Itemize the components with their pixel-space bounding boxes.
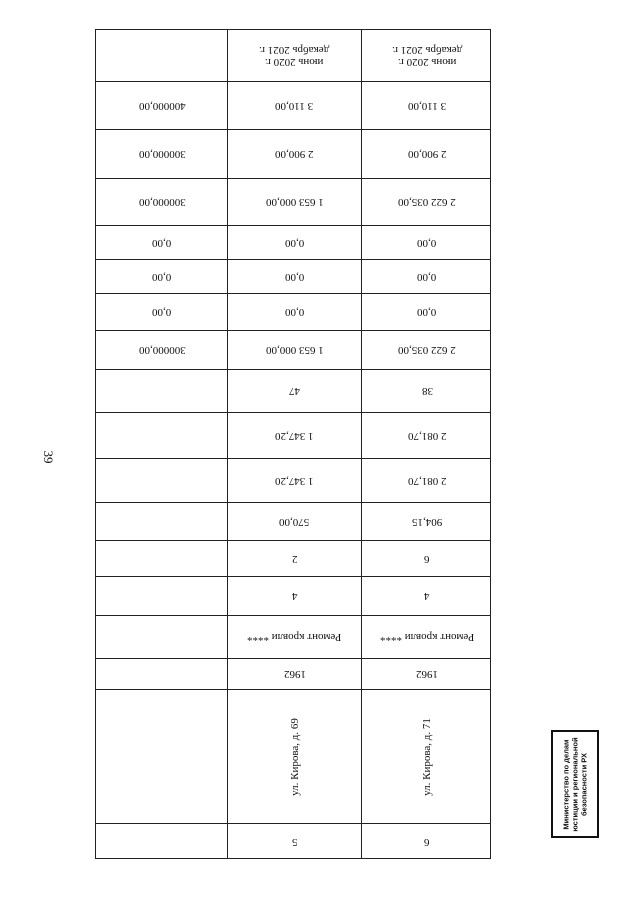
table-cell (97, 616, 227, 658)
table-cell (97, 31, 227, 81)
table-cell (228, 294, 361, 330)
table-cell (362, 824, 492, 860)
table-cell (362, 690, 492, 823)
table-cell-text: 0,00 (284, 236, 305, 249)
table-cell-text: 38 (421, 385, 433, 397)
table-cell-text: 0,00 (284, 270, 305, 283)
table-cell-text: 0,00 (417, 270, 437, 283)
table-cell (228, 413, 361, 458)
table-cell-text: 0,00 (152, 306, 172, 318)
table-cell (228, 459, 361, 502)
table-cell (228, 82, 361, 129)
table-cell (362, 294, 492, 330)
table-cell-text: 1 653 000,00 (265, 344, 324, 356)
table-cell (228, 226, 361, 259)
table-cell (97, 459, 227, 502)
table-cell-text: 4 (424, 590, 430, 602)
table-cell-text: 0,00 (417, 236, 437, 249)
table-cell-text: 300000,00 (138, 344, 186, 356)
table-cell (362, 260, 492, 293)
table-cell (97, 690, 227, 823)
table-cell (97, 179, 227, 225)
table-cell-text: 0,00 (284, 306, 305, 318)
table-cell (228, 824, 361, 860)
table-cell (97, 577, 227, 615)
table-cell-text: 2 622 035,00 (398, 344, 456, 356)
table-cell-text: ул. Кирова, д. 71 (420, 717, 433, 796)
table-cell (228, 331, 361, 369)
table-cell (362, 130, 492, 178)
table-cell-text: ул. Кирова, д. 69 (288, 717, 301, 796)
table-cell (228, 370, 361, 412)
table-cell-text: 0,00 (152, 236, 172, 249)
table-cell (97, 413, 227, 458)
table-cell-text: 300000,00 (138, 196, 186, 208)
table-cell-text: 47 (289, 385, 300, 397)
table-cell-text: 3 110,00 (275, 99, 314, 112)
table-cell-text: 904,15 (411, 515, 443, 528)
table-cell-text: 1 347,20 (275, 474, 314, 487)
table-cell-text: 1962 (283, 668, 306, 680)
table-cell-text: 2 622 035,00 (398, 196, 456, 208)
table-cell (97, 541, 227, 576)
table-cell (362, 331, 492, 369)
table-cell-text: 6 (424, 552, 430, 565)
table-cell-text: 5 (291, 836, 298, 848)
table-cell (362, 370, 492, 412)
table-cell (228, 179, 361, 225)
table-cell (228, 690, 361, 823)
table-cell-text: 2 081,70 (407, 474, 447, 487)
table-cell-text: Ремонт кровли **** (247, 631, 342, 643)
table-cell (228, 130, 361, 178)
table-cell (228, 503, 361, 540)
table-cell (97, 659, 227, 689)
table-cell (97, 331, 227, 369)
table-cell (362, 413, 492, 458)
table-cell-text: 400000,00 (138, 99, 186, 112)
table-cell-text: 2 900,00 (275, 148, 314, 160)
table-cell-text: Ремонт кровли **** (379, 631, 475, 643)
table-cell (362, 82, 492, 129)
table-cell-text: 0,00 (417, 306, 437, 318)
table-cell-text: 570,00 (279, 515, 310, 528)
table-cell (362, 616, 492, 658)
table-cell (97, 370, 227, 412)
table-cell (228, 616, 361, 658)
table-cell-text: 1 653 000,00 (265, 196, 324, 208)
table-cell-text: 3 110,00 (407, 99, 447, 112)
ministry-stamp: Министерство по делам юстиции и региональной безопасности РХ (551, 730, 599, 838)
table-cell (362, 226, 492, 259)
table-cell-text: июнь 2020 г. декабрь 2021 г. (391, 44, 463, 68)
table-cell-text: 4 (291, 590, 298, 602)
table-cell-text: 1962 (416, 668, 438, 680)
table-cell-text: июнь 2020 г. декабрь 2021 г. (259, 44, 330, 68)
table-cell (97, 294, 227, 330)
table-cell (97, 824, 227, 860)
table-cell-text: 6 (424, 836, 430, 848)
table-cell (97, 82, 227, 129)
page-number: 39 (41, 450, 56, 464)
table-cell (362, 459, 492, 502)
table-cell-text: 300000,00 (138, 148, 186, 160)
table-cell (362, 31, 492, 81)
table-cell-text: 2 900,00 (407, 148, 447, 160)
table-cell-text: 0,00 (152, 270, 172, 283)
table-cell (228, 541, 361, 576)
table-cell (228, 659, 361, 689)
table-cell (362, 541, 492, 576)
table-cell (228, 577, 361, 615)
table-cell (97, 260, 227, 293)
table-cell-text: 2 081,70 (407, 429, 447, 442)
table-cell (97, 130, 227, 178)
table-cell (97, 503, 227, 540)
table-cell (362, 577, 492, 615)
table-cell (362, 179, 492, 225)
table-cell (228, 260, 361, 293)
table-cell (97, 226, 227, 259)
table-cell (362, 503, 492, 540)
table-cell (228, 31, 361, 81)
table-cell (362, 659, 492, 689)
table-cell-text: 2 (291, 552, 298, 565)
data-table (95, 29, 491, 859)
table-cell-text: 1 347,20 (275, 429, 314, 442)
